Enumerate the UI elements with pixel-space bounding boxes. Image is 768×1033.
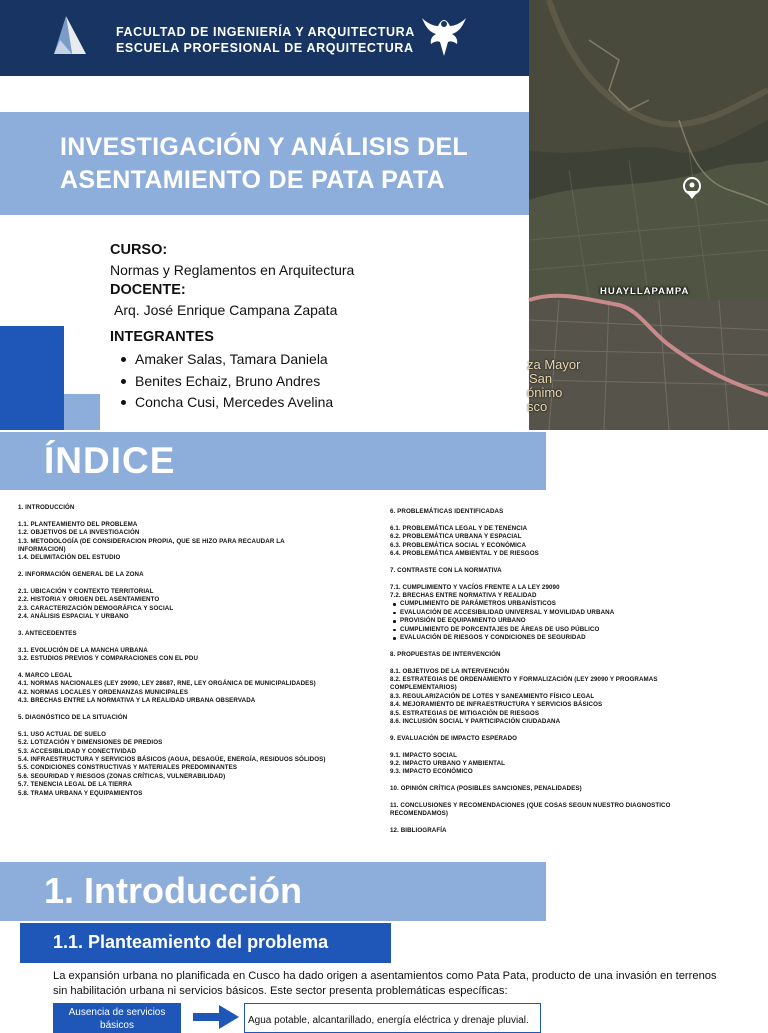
toc-item: 9.1. IMPACTO SOCIAL — [390, 751, 457, 759]
cover-title-band — [0, 112, 529, 215]
toc-item: 5.1. USO ACTUAL DE SUELO — [18, 730, 107, 738]
toc-item: 5.6. SEGURIDAD Y RIESGOS (ZONAS CRÍTICAS, VULNERABILIDAD) — [18, 772, 226, 780]
toc-item: 6.1. PROBLEMÁTICA LEGAL Y DE TENENCIA — [390, 524, 528, 532]
toc-bullet-item: PROVISIÓN DE EQUIPAMIENTO URBANO — [390, 617, 690, 625]
members-list — [110, 349, 333, 414]
intro-heading-band — [0, 862, 546, 921]
document-title-line-1: INVESTIGACIÓN Y ANÁLISIS DEL — [60, 133, 468, 161]
aerial-map-image — [529, 0, 768, 430]
problem-description-box: Agua potable, alcantarillado, energía eléctrica y drenaje pluvial. — [244, 1003, 541, 1033]
teacher-value: Arq. José Enrique Campana Zapata — [114, 302, 338, 318]
toc-spacer — [390, 794, 690, 802]
eagle-emblem-icon — [420, 14, 468, 58]
toc-item: 5.2. LOTIZACIÓN Y DIMENSIONES DE PREDIOS — [18, 739, 163, 747]
toc-item: 6. PROBLEMÁTICAS IDENTIFICADAS — [390, 508, 504, 515]
toc-bullet-item: EVALUACIÓN DE RIESGOS Y CONDICIONES DE SEGURIDAD — [390, 634, 690, 642]
toc-item: COMPLEMENTARIOS) — [390, 684, 457, 692]
toc-item: 9.3. IMPACTO ECONÓMICO — [390, 768, 473, 776]
toc-spacer — [18, 512, 348, 520]
toc-item: 5.5. CONDICIONES CONSTRUCTIVAS Y MATERIALES PREDOMINANTES — [18, 764, 238, 772]
intro-paragraph-line: La expansión urbana no planificada en Cusco ha dado origen a asentamientos como Pata Pata, producto de una invasión en terrenos — [53, 970, 717, 982]
toc-item: INFORMACION) — [18, 546, 66, 554]
toc-spacer — [390, 516, 690, 524]
decorative-blue-block — [0, 326, 64, 430]
course-info — [110, 240, 354, 320]
toc-bullet-item: CUMPLIMIENTO DE PORCENTAJES DE ÁREAS DE USO PÚBLICO — [390, 626, 690, 634]
toc-item: 5. DIAGNÓSTICO DE LA SITUACIÓN — [18, 714, 128, 722]
toc-item: 8.3. REGULARIZACIÓN DE LOTES Y SANEAMIENTO FÍSICO LEGAL — [390, 692, 595, 700]
faculty-line-2: ESCUELA PROFESIONAL DE ARQUITECTURA — [116, 41, 414, 55]
toc-item: 10. OPINIÓN CRÍTICA (POSIBLES SANCIONES, PENALIDADES) — [390, 785, 582, 793]
toc-item: 1.1. PLANTEAMIENTO DEL PROBLEMA — [18, 520, 138, 528]
toc-item: 3. ANTECEDENTES — [18, 630, 77, 638]
members-label: INTEGRANTES — [110, 329, 214, 345]
arrow-right-icon — [193, 1005, 239, 1029]
member-item: Concha Cusi, Mercedes Avelina — [110, 392, 333, 414]
toc-item: 1.3. METODOLOGÍA (DE CONSIDERACION PROPIA, QUE SE HIZO PARA RECAUDAR LA — [18, 537, 285, 545]
toc-item: 5.3. ACCESIBILIDAD Y CONECTIVIDAD — [18, 747, 137, 755]
toc-bullet-item: CUMPLIMIENTO DE PARÁMETROS URBANÍSTICOS — [390, 600, 690, 608]
toc-item: 3.1. EVOLUCIÓN DE LA MANCHA URBANA — [18, 646, 148, 654]
toc-spacer — [18, 622, 348, 630]
toc-item: 1.2. OBJETIVOS DE LA INVESTIGACIÓN — [18, 529, 140, 537]
map-plaza-line: San — [529, 371, 553, 386]
course-label: CURSO: — [110, 242, 168, 258]
toc-spacer — [390, 575, 690, 583]
toc-spacer — [390, 642, 690, 650]
toc-spacer — [390, 659, 690, 667]
toc-item: 2.2. HISTORIA Y ORIGEN DEL ASENTAMIENTO — [18, 596, 160, 604]
toc-item: 8.6. INCLUSIÓN SOCIAL Y PARTICIPACIÓN CIUDADANA — [390, 718, 561, 726]
toc-item: 2.1. UBICACIÓN Y CONTEXTO TERRITORIAL — [18, 588, 154, 596]
members-section — [110, 327, 333, 414]
toc-item: 3.2. ESTUDIOS PREVIOS Y COMPARACIONES CON EL PDU — [18, 655, 199, 663]
toc-spacer — [18, 638, 348, 646]
toc-item: 1.4. DELIMITACIÓN DEL ESTUDIO — [18, 554, 121, 562]
map-plaza-label — [527, 358, 580, 414]
toc-item: 6.2. PROBLEMÁTICA URBANA Y ESPACIAL — [390, 533, 522, 541]
document-title — [60, 131, 468, 197]
decorative-light-block — [64, 394, 100, 430]
course-value: Normas y Reglamentos en Arquitectura — [110, 262, 355, 278]
toc-item: 8. PROPUESTAS DE INTERVENCIÓN — [390, 650, 501, 658]
problem-box: Ausencia de servicios básicos — [53, 1003, 181, 1033]
toc-item: RECOMENDAMOS) — [390, 810, 449, 818]
toc-item: 12. BIBLIOGRAFÍA — [390, 827, 447, 835]
faculty-name — [116, 24, 415, 56]
toc-left-column — [18, 504, 348, 798]
map-plaza-line: za Mayor — [527, 357, 581, 372]
toc-right-column — [390, 508, 690, 836]
toc-item: 4.3. BRECHAS ENTRE LA NORMATIVA Y LA REALIDAD URBANA OBSERVADA — [18, 697, 256, 705]
toc-item: 5.4. INFRAESTRUCTURA Y SERVICIOS BÁSICOS (AGUA, DESAGÜE, ENERGÍA, RESIDUOS SÓLIDOS) — [18, 756, 326, 764]
intro-paragraph-line: sin habilitación urbana ni servicios básicos. Este sector presenta problemáticas específicas: — [53, 984, 508, 997]
intro-paragraph — [53, 969, 733, 998]
member-item: Benites Echaiz, Bruno Andres — [110, 371, 333, 393]
map-plaza-line: ónimo — [527, 385, 563, 400]
university-logo-icon — [52, 14, 88, 56]
toc-item: 4.1. NORMAS NACIONALES (LEY 29090, LEY 28687, RNE, LEY ORGÁNICA DE MUNICIPALIDADES) — [18, 680, 316, 688]
toc-item: 6.4. PROBLEMÁTICA AMBIENTAL Y DE RIESGOS — [390, 550, 539, 558]
subsection-heading-band — [20, 923, 391, 963]
toc-item: 9.2. IMPACTO URBANO Y AMBIENTAL — [390, 760, 506, 768]
map-place-label: HUAYLLAPAMPA — [600, 286, 690, 297]
intro-heading: 1. Introducción — [44, 870, 303, 911]
subsection-heading: 1.1. Planteamiento del problema — [53, 932, 329, 952]
toc-item: 8.1. OBJETIVOS DE LA INTERVENCIÓN — [390, 667, 510, 675]
toc-spacer — [18, 664, 348, 672]
toc-item: 9. EVALUACIÓN DE IMPACTO ESPERADO — [390, 734, 518, 742]
toc-item: 1. INTRODUCCIÓN — [18, 504, 75, 511]
toc-spacer — [18, 722, 348, 730]
cover-header — [0, 0, 529, 76]
toc-spacer — [18, 580, 348, 588]
toc-item: 7. CONTRASTE CON LA NORMATIVA — [390, 566, 502, 574]
toc-bullet-item: EVALUACIÓN DE ACCESIBILIDAD UNIVERSAL Y MOVILIDAD URBANA — [390, 609, 690, 617]
map-plaza-line: sco — [527, 399, 548, 414]
toc-item: 2.4. ANÁLISIS ESPACIAL Y URBANO — [18, 613, 129, 621]
toc-spacer — [390, 743, 690, 751]
toc-item: 7.1. CUMPLIMIENTO Y VACÍOS FRENTE A LA LEY 29090 — [390, 583, 560, 591]
toc-item: 5.7. TENENCIA LEGAL DE LA TIERRA — [18, 781, 133, 789]
document-title-line-2: ASENTAMIENTO DE PATA PATA — [60, 166, 445, 194]
toc-spacer — [390, 726, 690, 734]
teacher-label: DOCENTE: — [110, 282, 186, 298]
toc-item: 6.3. PROBLEMÁTICA SOCIAL Y ECONÓMICA — [390, 541, 527, 549]
toc-spacer — [18, 706, 348, 714]
toc-item: 8.4. MEJORAMIENTO DE INFRAESTRUCTURA Y SERVICIOS BÁSICOS — [390, 701, 603, 709]
toc-item: 2.3. CARACTERIZACIÓN DEMOGRÁFICA Y SOCIAL — [18, 604, 174, 612]
toc-item: 11. CONCLUSIONES Y RECOMENDACIONES (QUE COSAS SEGUN NUESTRO DIAGNOSTICO — [390, 802, 671, 810]
toc-item: 8.5. ESTRATEGIAS DE MITIGACIÓN DE RIESGOS — [390, 709, 540, 717]
toc-item: 5.8. TRAMA URBANA Y EQUIPAMIENTOS — [18, 789, 143, 797]
toc-spacer — [390, 558, 690, 566]
index-heading: ÍNDICE — [44, 440, 176, 481]
toc-item: 7.2. BRECHAS ENTRE NORMATIVA Y REALIDAD — [390, 592, 537, 600]
toc-spacer — [18, 563, 348, 571]
toc-item: 4. MARCO LEGAL — [18, 672, 73, 680]
toc-item: 2. INFORMACIÓN GENERAL DE LA ZONA — [18, 571, 144, 579]
member-item: Amaker Salas, Tamara Daniela — [110, 349, 333, 371]
faculty-line-1: FACULTAD DE INGENIERÍA Y ARQUITECTURA — [116, 25, 415, 39]
toc-item: 4.2. NORMAS LOCALES Y ORDENANZAS MUNICIPALES — [18, 688, 189, 696]
index-heading-band — [0, 432, 546, 490]
toc-item: 8.2. ESTRATEGIAS DE ORDENAMIENTO Y FORMALIZACIÓN (LEY 29090 Y PROGRAMAS — [390, 676, 658, 684]
